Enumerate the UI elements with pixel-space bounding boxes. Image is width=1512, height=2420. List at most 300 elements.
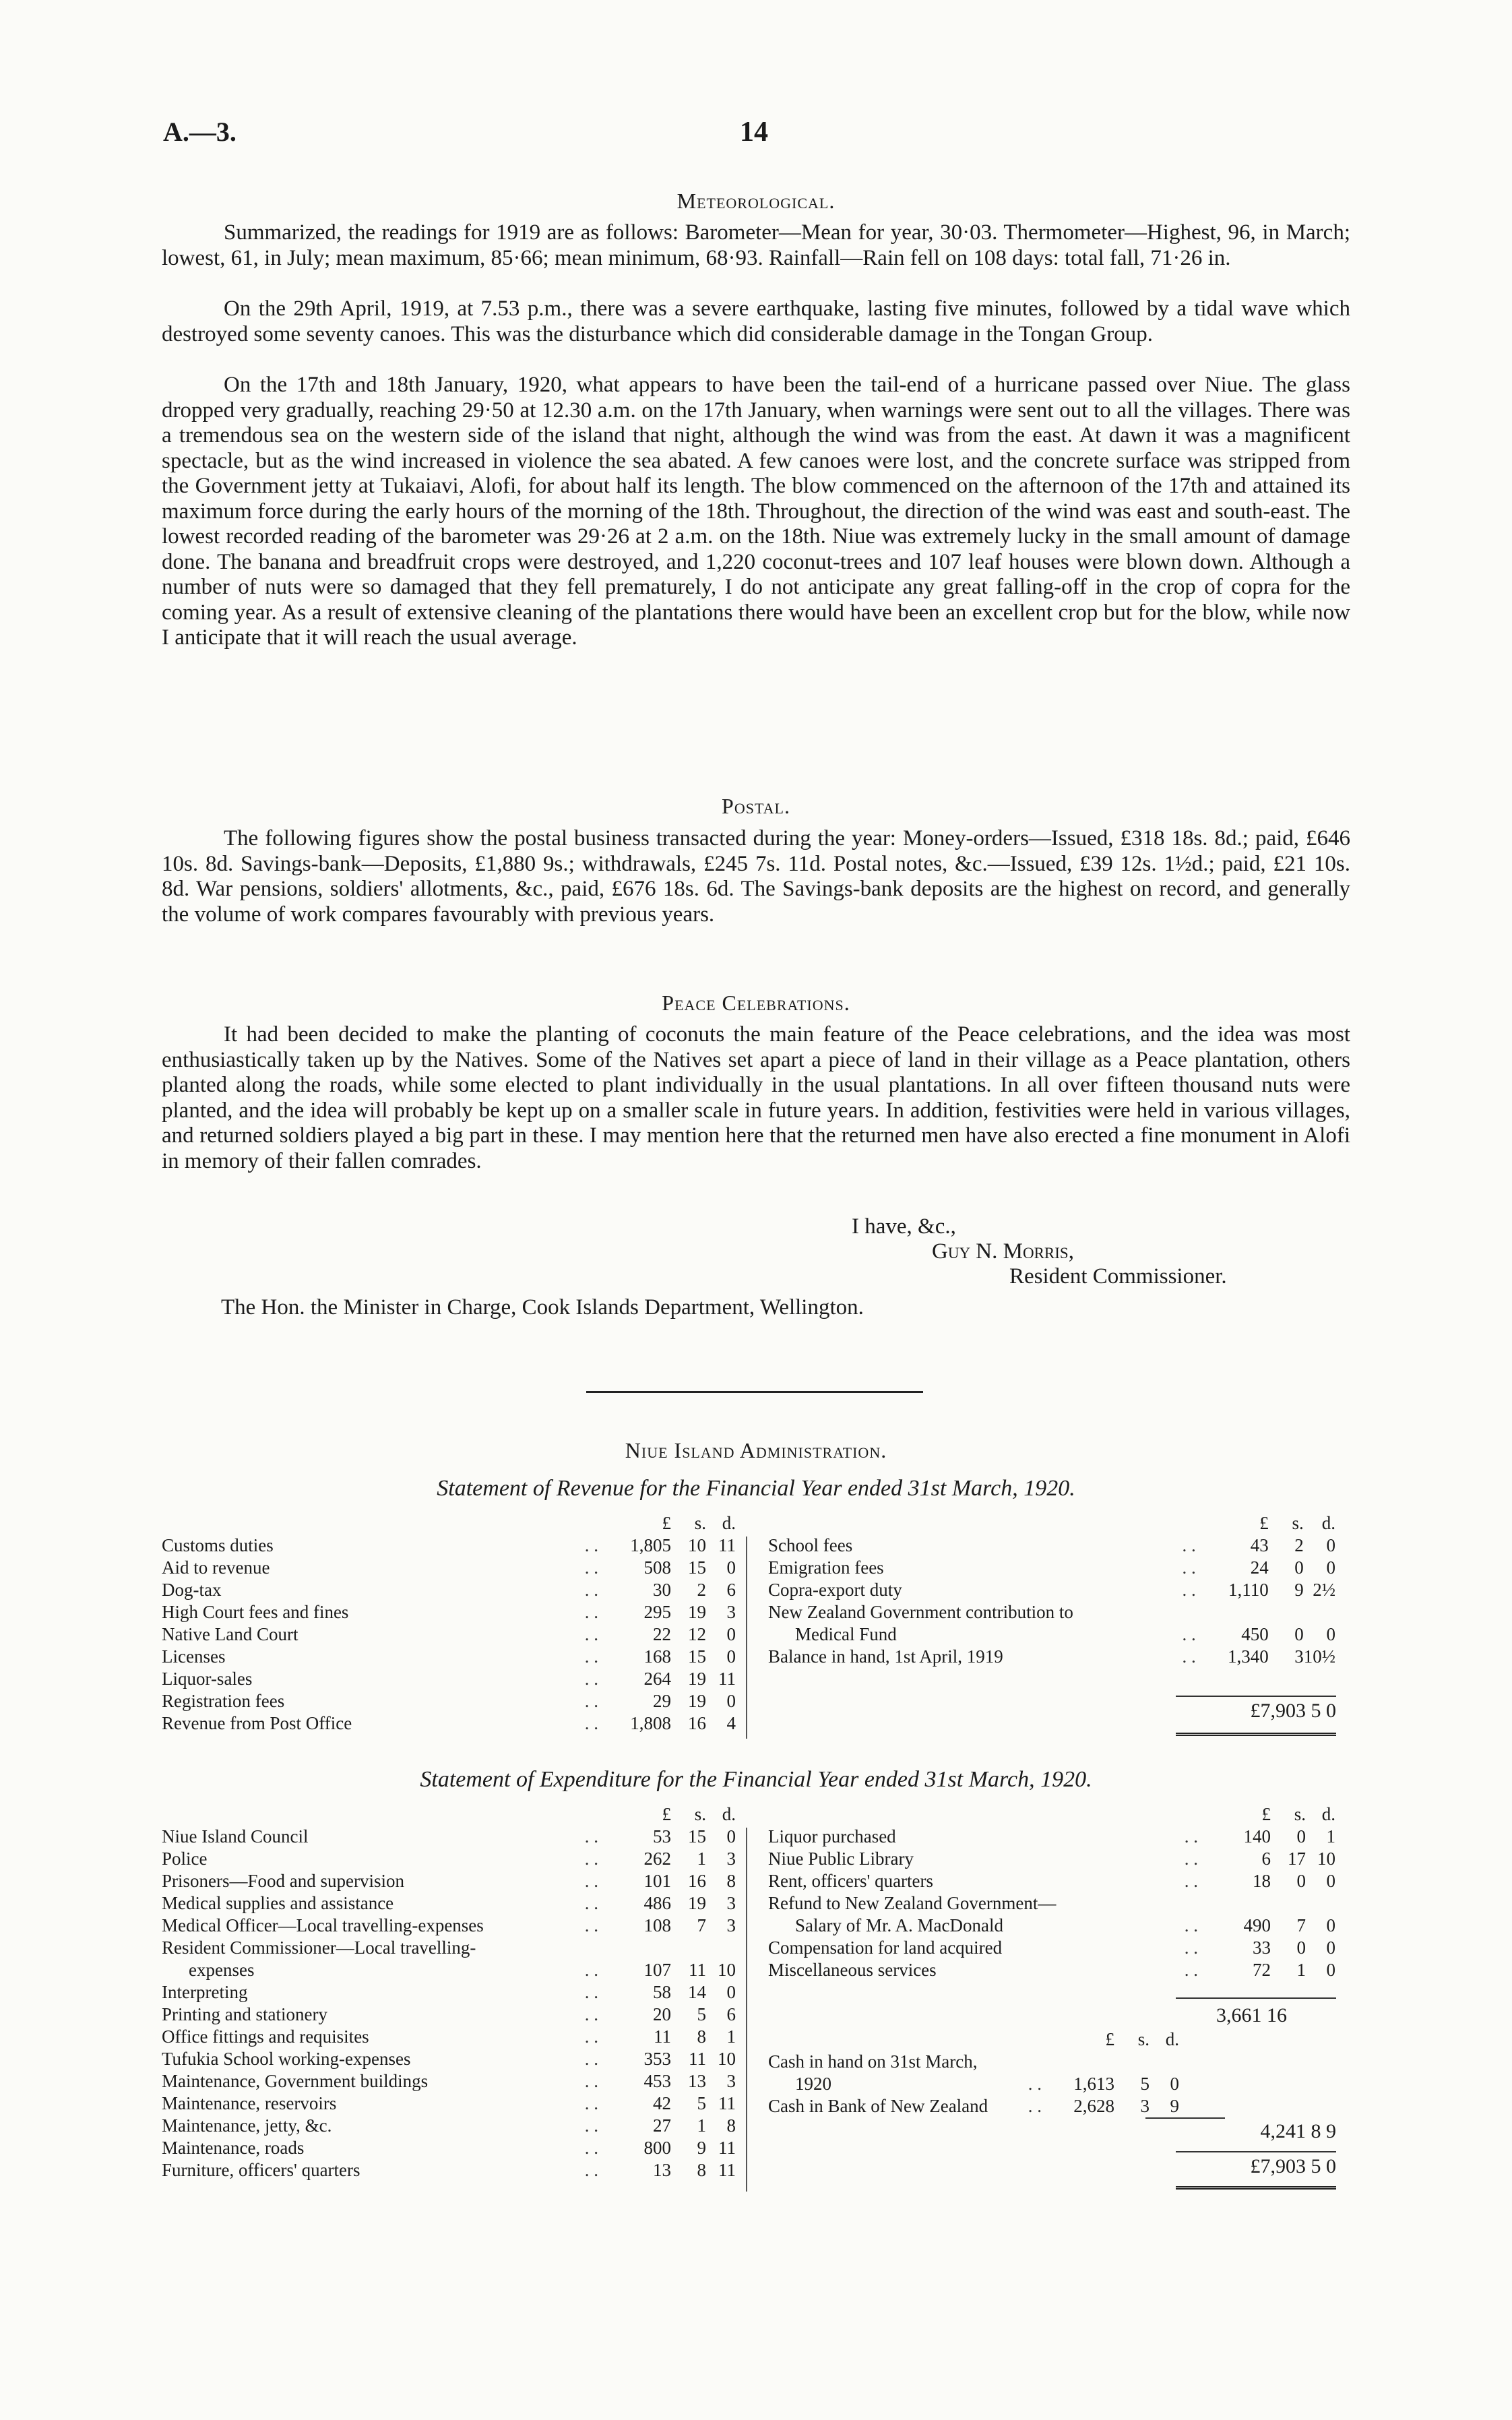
shillings-value: 2 [697,1580,706,1600]
revenue-row [162,1690,736,1712]
shillings-value: 13 [688,2071,706,2091]
cash-rule [1145,2117,1225,2119]
expenditure-row [768,1915,1335,1937]
pounds-value: 30 [653,1580,671,1600]
postal-heading: Postal. [722,794,790,818]
leader-dots: . . [584,1691,598,1711]
leader-dots: . . [584,1535,598,1555]
item-label: Liquor purchased [768,1826,896,1847]
expenditure-column-divider [746,1828,747,2192]
pence-value: 3 [726,1915,736,1935]
leader-dots: . . [1184,1915,1198,1935]
shillings-value: 10 [688,1535,706,1555]
shillings-value [1271,1892,1306,1915]
item-label: School fees [768,1535,853,1555]
cash-total: 4,241 8 9 [1260,2120,1336,2142]
pounds-value: 490 [1243,1915,1271,1935]
pence-value: 0 [1170,2074,1179,2094]
pence-value: 2½ [1313,1580,1335,1600]
pence-value: 8 [726,2115,736,2136]
expenditure-total-rule [1176,2186,1336,2190]
pounds-value: 453 [643,2071,671,2091]
item-label: Liquor-sales [162,1669,253,1689]
revenue-total-rule [1176,1733,1336,1736]
leader-dots [1177,1892,1202,1915]
document-code: A.—3. [163,117,237,147]
column-header-row [162,1803,736,1826]
item-label: Tufukia School working-expenses [162,2049,411,2069]
leader-dots: . . [1184,1960,1198,1980]
item-label: Rent, officers' quarters [768,1871,934,1891]
leader-dots [579,1937,602,1959]
pounds-header: £ [662,1804,671,1824]
pence-value: 0 [1326,1915,1335,1935]
pence-header: d. [722,1513,736,1533]
item-label: Printing and stationery [162,2004,327,2024]
pounds-value [1200,1601,1269,1623]
shillings-value: 7 [1296,1915,1306,1935]
pounds-value: 101 [643,1871,671,1891]
shillings-value [671,1937,706,1959]
peace-paragraph: It had been decided to make the planting of coconuts the main feature of the Peace celebrations, and the idea was most enthusiastically taken up by the Natives. Some of the Natives set apart a piece of land in their village as a Peace plantation, others planted along the roads, while some elected to plant individually in the usual plantations. In all over fifteen thousand nuts were planted, and the idea will probably be kept up on a smaller scale in future years. In addition, festivities were held in various villages, and returned soldiers played a big part in these. I may mention here that the returned men have also erected a fine monument in Alofi in memory of their fallen comrades. [162,1022,1350,1173]
column-header-row [768,1803,1335,1826]
revenue-row [768,1623,1335,1646]
cash-row [768,2073,1179,2095]
shillings-value: 16 [688,1871,706,1891]
signatory-role: Resident Commissioner. [1009,1264,1227,1289]
pounds-value: 27 [653,2115,671,2136]
leader-dots: . . [584,2115,598,2136]
pence-value: 8 [726,1871,736,1891]
expenditure-row [162,2004,736,2026]
item-label: Medical supplies and assistance [162,1893,394,1913]
expenditure-row [162,2137,736,2159]
expenditure-row [162,1848,736,1870]
shillings-value: 14 [688,1982,706,2002]
pounds-header: £ [1261,1804,1271,1824]
pounds-value: 53 [653,1826,671,1847]
shillings-value: 1 [697,1849,706,1869]
cash-row [768,2051,1179,2073]
pounds-value: 33 [1253,1937,1271,1958]
leader-dots: . . [1028,2074,1042,2094]
expenditure-row [162,1892,736,1915]
item-label: Native Land Court [162,1624,298,1644]
leader-dots: . . [1182,1535,1196,1555]
pounds-value [1046,2051,1114,2073]
cash-header-row [768,2028,1179,2051]
revenue-row [768,1534,1335,1557]
pounds-value: 13 [653,2160,671,2180]
expenditure-row [162,2048,736,2070]
pence-value: 0 [726,1624,736,1644]
pence-value: 3 [726,1849,736,1869]
item-label: Registration fees [162,1691,285,1711]
item-label: Prisoners—Food and supervision [162,1871,404,1891]
pence-value: 10 [718,1960,736,1980]
expenditure-row [162,1915,736,1937]
shillings-value: 5 [1140,2074,1149,2094]
revenue-row [162,1646,736,1668]
pence-value: 0 [1326,1871,1335,1891]
shillings-value: 0 [1296,1937,1306,1958]
pounds-header: £ [662,1513,671,1533]
leader-dots: . . [1184,1849,1198,1869]
shillings-value [1114,2051,1149,2073]
leader-dots: . . [584,1871,598,1891]
leader-dots: . . [1182,1580,1196,1600]
expenditure-right-table [768,1803,1335,1981]
expenditure-row [162,1959,736,1981]
pounds-value: 42 [653,2093,671,2113]
item-label: Maintenance, roads [162,2138,305,2158]
leader-dots: . . [584,1893,598,1913]
expenditure-row [768,1870,1335,1892]
pence-value: 0 [1326,1624,1335,1644]
leader-dots: . . [584,1960,598,1980]
leader-dots: . . [584,2138,598,2158]
shillings-value: 12 [688,1624,706,1644]
expenditure-row [162,1981,736,2004]
pounds-value: 295 [643,1602,671,1622]
revenue-row [768,1646,1335,1668]
leader-dots [1176,1601,1200,1623]
item-label: Maintenance, reservoirs [162,2093,337,2113]
cash-row [768,2095,1179,2117]
leader-dots: . . [584,1713,598,1733]
revenue-row [162,1668,736,1690]
item-label: Copra-export duty [768,1580,902,1600]
item-label: High Court fees and fines [162,1602,349,1622]
leader-dots: . . [584,1624,598,1644]
pence-value: 6 [726,1580,736,1600]
pence-value: 1 [1326,1826,1335,1847]
pence-value: 0 [726,1826,736,1847]
shillings-value: 7 [697,1915,706,1935]
pounds-value: 2,628 [1073,2096,1114,2116]
pence-value: 0 [1326,1535,1335,1555]
cash-pounds-header: £ [1105,2029,1114,2049]
pence-value [1306,1892,1335,1915]
shillings-value: 19 [688,1602,706,1622]
pounds-value: 486 [643,1893,671,1913]
shillings-header: s. [1292,1513,1304,1533]
pounds-header: £ [1259,1513,1269,1533]
shillings-value: 9 [697,2138,706,2158]
shillings-header: s. [694,1804,706,1824]
pounds-value: 1,808 [630,1713,671,1733]
meteorological-heading: Meteorological. [676,189,836,213]
shillings-value: 5 [697,2093,706,2113]
revenue-column-divider [746,1537,747,1739]
pence-value: 0 [726,1557,736,1578]
revenue-right-rows [768,1534,1335,1668]
leader-dots: . . [584,1580,598,1600]
pence-header: d. [1321,1804,1335,1824]
shillings-value: 15 [688,1826,706,1847]
page-number: 14 [740,117,768,148]
pence-value: 4 [726,1713,736,1733]
shillings-value: 19 [688,1669,706,1689]
leader-dots: . . [584,1602,598,1622]
shillings-value: 15 [688,1646,706,1667]
pence-value [1304,1601,1335,1623]
item-label: Balance in hand, 1st April, 1919 [768,1646,1003,1667]
expenditure-row [768,1848,1335,1870]
closing-line: I have, &c., [852,1214,956,1239]
pence-value: 11 [718,2138,736,2158]
item-label: Medical Fund [795,1624,897,1644]
leader-dots: . . [584,1646,598,1667]
pounds-value: 1,110 [1228,1580,1269,1600]
pence-value: 0 [1326,1557,1335,1578]
revenue-row [162,1601,736,1623]
item-label: Niue Public Library [768,1849,914,1869]
pence-value: 0 [1326,1937,1335,1958]
revenue-left-table [162,1512,736,1735]
leader-dots [1025,2051,1046,2073]
pounds-value: 24 [1250,1557,1269,1578]
pence-value: 11 [718,1535,736,1555]
shillings-value: 5 [697,2004,706,2024]
pounds-value: 1,805 [630,1535,671,1555]
leader-dots: . . [584,2004,598,2024]
item-label: Maintenance, Government buildings [162,2071,429,2091]
pounds-value: 108 [643,1915,671,1935]
peace-heading: Peace Celebrations. [662,991,850,1015]
leader-dots: . . [1182,1624,1196,1644]
pence-value: 11 [718,2160,736,2180]
revenue-row [768,1557,1335,1579]
pence-value: 0 [1326,1960,1335,1980]
pounds-value: 450 [1241,1624,1269,1644]
shillings-value: 9 [1294,1580,1304,1600]
column-header-row [162,1512,736,1534]
item-label: Medical Officer—Local travelling-expenses [162,1915,484,1935]
pence-value: 10 [718,2049,736,2069]
pounds-value: 20 [653,2004,671,2024]
leader-dots: . . [584,2049,598,2069]
pounds-value: 140 [1243,1826,1271,1847]
expenditure-row [162,2092,736,2115]
expenditure-total-rule-top [1176,2151,1336,2152]
shillings-value: 19 [688,1893,706,1913]
pounds-value [602,1937,671,1959]
expenditure-row [162,2159,736,2181]
revenue-row [162,1579,736,1601]
pounds-value: 508 [643,1557,671,1578]
pence-header: d. [722,1804,736,1824]
pounds-value: 43 [1250,1535,1269,1555]
shillings-value: 1 [1296,1960,1306,1980]
shillings-value: 3 [1294,1646,1304,1667]
postal-paragraph: The following figures show the postal business transacted during the year: Money-orders—Issued, £318 18s. 8d.; paid, £646 10s. 8d. Savings-bank—Deposits, £1,880 9s.; withdrawals, £245 7s. 11d. Postal notes, &c.—Issued, £39 12s. 1½d.; paid, £21 10s. 8d. War pensions, soldiers' allotments, &c., paid, £676 18s. 6d. The Savings-bank deposits are the highest on record, and generally the volume of work compares favourably with previous years. [162,826,1350,927]
expenditure-row [162,1870,736,1892]
shillings-value: 11 [689,2049,706,2069]
shillings-value [1269,1601,1304,1623]
expenditure-left-table [162,1803,736,2181]
item-label: Miscellaneous services [768,1960,937,1980]
expenditure-row [162,2115,736,2137]
shillings-header: s. [694,1513,706,1533]
item-label: Cash in hand on 31st March, [768,2051,978,2072]
leader-dots: . . [1184,1937,1198,1958]
expenditure-row [768,1892,1335,1915]
shillings-value: 16 [688,1713,706,1733]
leader-dots: . . [1184,1826,1198,1847]
pounds-value: 6 [1261,1849,1271,1869]
cash-table [768,2028,1179,2117]
shillings-value: 0 [1296,1826,1306,1847]
shillings-value: 17 [1288,1849,1306,1869]
revenue-row [162,1534,736,1557]
item-label: Licenses [162,1646,226,1667]
item-label: Salary of Mr. A. MacDonald [795,1915,1003,1935]
item-label: Furniture, officers' quarters [162,2160,360,2180]
leader-dots: . . [1028,2096,1042,2116]
pence-value: 3 [726,1893,736,1913]
revenue-row [162,1712,736,1735]
item-label: Police [162,1849,208,1869]
expenditure-row [768,1959,1335,1981]
item-label: Refund to New Zealand Government— [768,1893,1057,1913]
section-divider [586,1391,923,1393]
pence-value: 1 [726,2026,736,2047]
pounds-value: 22 [653,1624,671,1644]
leader-dots: . . [584,2093,598,2113]
item-label: Cash in Bank of New Zealand [768,2096,988,2116]
pence-value: 6 [726,2004,736,2024]
pounds-value: 58 [653,1982,671,2002]
pence-value: 10½ [1303,1646,1335,1667]
shillings-value: 19 [688,1691,706,1711]
niue-heading: Niue Island Administration. [625,1438,887,1462]
revenue-row [768,1579,1335,1601]
item-label: New Zealand Government contribution to [768,1602,1073,1622]
expenditure-row [768,1937,1335,1959]
meteorological-paragraph-3: On the 17th and 18th January, 1920, what appears to have been the tail-end of a hurricane passed over Niue. The glass dropped very gradually, reaching 29·50 at 12.30 a.m. on the 17th January, when warnings were sent out to all the villages. There was a tremendous sea on the western side of the island that night, although the wind was from the east. At dawn it was a magnificent spectacle, but as the wind increased in violence the sea abated. A few canoes were lost, and the concrete surface was stripped from the Government jetty at Tukaiavi, Alofi, for about half its length. The blow commenced on the afternoon of the 17th and attained its maximum force during the early hours of the morning of the 18th. Throughout, the direction of the wind was east and south-east. The lowest recorded reading of the barometer was 29·26 at 2 a.m. on the 18th. Niue was extremely lucky in the small amount of damage done. The banana and breadfruit crops were destroyed, and 1,220 coconut-trees and 107 leaf houses were blown down. Although a number of nuts were so damaged that they fell prematurely, I do not anticipate any great falling-off in the crop of copra for the coming year. As a result of extensive cleaning of the plantations there would have been an excellent crop but for the blow, while now I anticipate that it will reach the usual average. [162,373,1350,650]
expenditure-subtotal: 3,661 16 [1216,2004,1287,2026]
pounds-value: 18 [1253,1871,1271,1891]
expenditure-total: £7,903 5 0 [1250,2155,1336,2177]
item-label: expenses [189,1960,255,1980]
revenue-row [162,1623,736,1646]
pounds-value: 72 [1253,1960,1271,1980]
item-label: Customs duties [162,1535,274,1555]
shillings-value: 15 [688,1557,706,1578]
cash-pence-header: d. [1165,2029,1179,2049]
pounds-value: 800 [643,2138,671,2158]
leader-dots: . . [1182,1557,1196,1578]
pence-value: 10 [1317,1849,1335,1869]
item-label: Compensation for land acquired [768,1937,1003,1958]
expenditure-right-rows [768,1826,1335,1981]
pounds-value: 168 [643,1646,671,1667]
leader-dots: . . [584,2026,598,2047]
pence-value [1149,2051,1179,2073]
meteorological-paragraph-2: On the 29th April, 1919, at 7.53 p.m., there was a severe earthquake, lasting five minutes, followed by a tidal wave which destroyed some seventy canoes. This was the disturbance which did considerable damage in the Tongan Group. [162,297,1350,346]
signatory-name: Guy N. Morris, [932,1239,1074,1264]
shillings-value: 0 [1294,1624,1304,1644]
leader-dots: . . [584,1557,598,1578]
shillings-value: 2 [1294,1535,1304,1555]
expenditure-row [768,1826,1335,1848]
shillings-value: 0 [1296,1871,1306,1891]
shillings-header: s. [1294,1804,1306,1824]
revenue-right-table [768,1512,1335,1668]
revenue-row [162,1557,736,1579]
shillings-value: 8 [697,2026,706,2047]
expenditure-row [162,1937,736,1959]
item-label: 1920 [795,2074,831,2094]
expenditure-subtotal-rule [1176,1997,1336,1999]
revenue-statement-title: Statement of Revenue for the Financial Year ended 31st March, 1920. [437,1476,1075,1501]
item-label: Office fittings and requisites [162,2026,369,2047]
item-label: Emigration fees [768,1557,884,1578]
leader-dots: . . [584,1849,598,1869]
leader-dots: . . [1184,1871,1198,1891]
expenditure-row [162,1826,736,1848]
expenditure-row [162,2070,736,2092]
pounds-value: 353 [643,2049,671,2069]
shillings-value: 11 [689,1960,706,1980]
item-label: Aid to revenue [162,1557,270,1578]
pence-value: 11 [718,2093,736,2113]
leader-dots: . . [584,2071,598,2091]
pence-value: 11 [718,1669,736,1689]
pounds-value: 1,340 [1228,1646,1269,1667]
pounds-value [1202,1892,1271,1915]
shillings-value: 3 [1140,2096,1149,2116]
leader-dots: . . [584,2160,598,2180]
item-label: Resident Commissioner—Local travelling- [162,1937,476,1958]
pounds-value: 262 [643,1849,671,1869]
shillings-value: 8 [697,2160,706,2180]
pence-value: 3 [726,2071,736,2091]
revenue-total: £7,903 5 0 [1176,1696,1336,1723]
meteorological-paragraph-1: Summarized, the readings for 1919 are as follows: Barometer—Mean for year, 30·03. Thermometer—Highest, 96, in March; lowest, 61, in July; mean maximum, 85·66; mean minimum, 68·93. Rainfall—Rain fell on 108 days: total fall, 71·26 in. [162,220,1350,270]
pounds-value: 29 [653,1691,671,1711]
item-label: Dog-tax [162,1580,222,1600]
item-label: Interpreting [162,1982,248,2002]
pence-value: 9 [1170,2096,1179,2116]
expenditure-row [162,2026,736,2048]
pounds-value: 1,613 [1073,2074,1114,2094]
pence-value: 3 [726,1602,736,1622]
leader-dots: . . [1182,1646,1196,1667]
addressee-line: The Hon. the Minister in Charge, Cook Islands Department, Wellington. [221,1295,864,1320]
revenue-left-rows [162,1534,736,1735]
leader-dots: . . [584,1669,598,1689]
shillings-value: 1 [697,2115,706,2136]
leader-dots: . . [584,1982,598,2002]
pence-value: 0 [726,1691,736,1711]
pence-header: d. [1321,1513,1335,1533]
cash-shillings-header: s. [1137,2029,1149,2049]
expenditure-statement-title: Statement of Expenditure for the Financial Year ended 31st March, 1920. [420,1767,1092,1792]
pounds-value: 107 [643,1960,671,1980]
leader-dots: . . [584,1826,598,1847]
shillings-value: 0 [1294,1557,1304,1578]
revenue-row [768,1601,1335,1623]
pounds-value: 264 [643,1669,671,1689]
item-label: Niue Island Council [162,1826,309,1847]
pence-value: 0 [726,1982,736,2002]
pence-value: 0 [726,1646,736,1667]
item-label: Revenue from Post Office [162,1713,352,1733]
cash-rows [768,2051,1179,2117]
pounds-value: 11 [654,2026,671,2047]
